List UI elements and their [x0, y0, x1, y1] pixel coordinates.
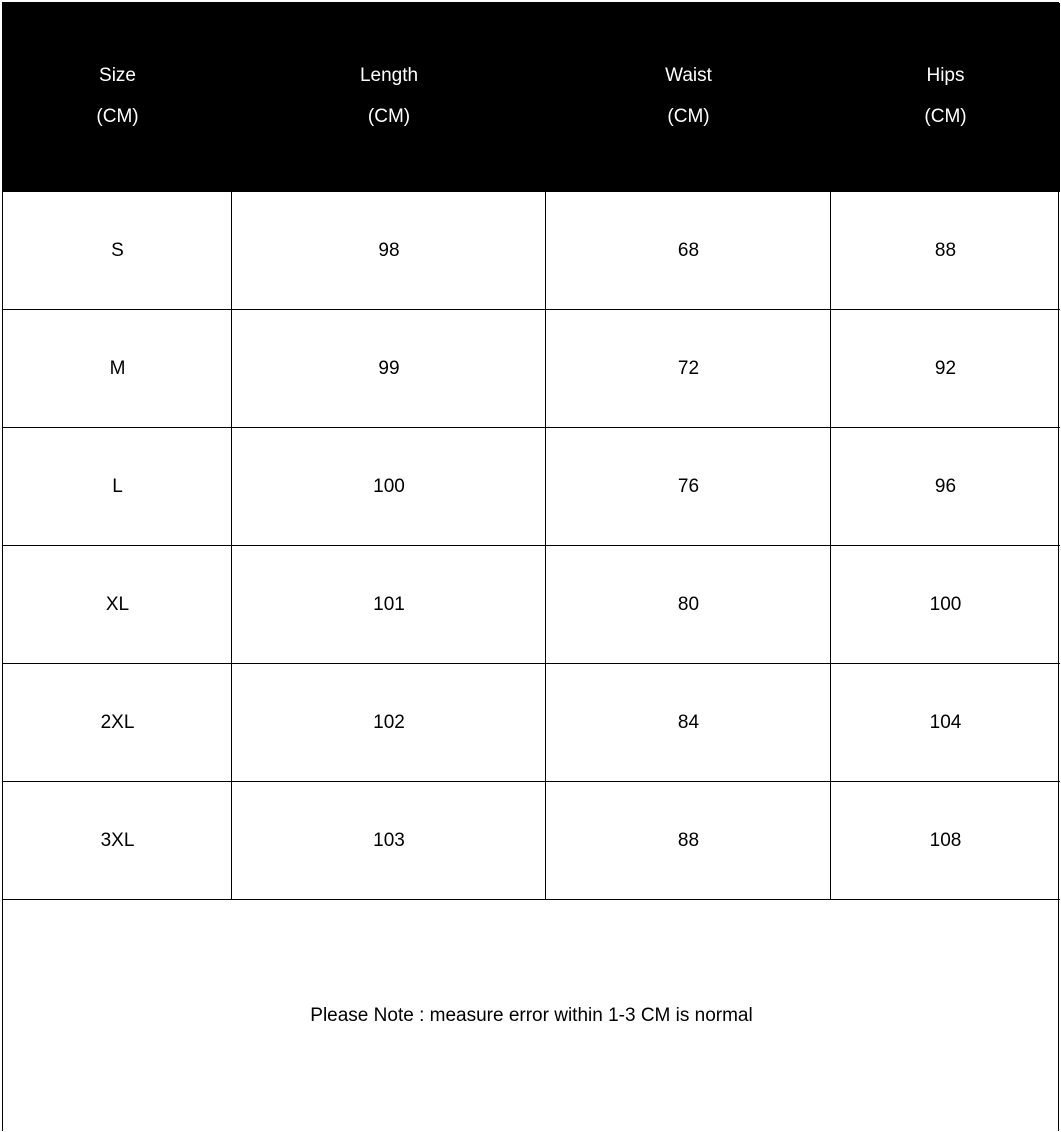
column-divider	[231, 192, 232, 899]
table-row	[3, 310, 1060, 428]
table-row	[3, 664, 1060, 782]
column-divider	[545, 192, 546, 899]
cell-size: S	[3, 192, 232, 310]
cell-size: 3XL	[3, 782, 232, 900]
header-unit: (CM)	[924, 106, 967, 127]
table-row	[3, 428, 1060, 546]
cell-size: 2XL	[3, 664, 232, 782]
header-cell-length	[232, 3, 546, 192]
cell-waist: 80	[546, 546, 831, 664]
cell-hips: 108	[831, 782, 1060, 900]
cell-hips: 100	[831, 546, 1060, 664]
cell-waist: 84	[546, 664, 831, 782]
header-cell-hips	[831, 3, 1060, 192]
cell-hips: 92	[831, 310, 1060, 428]
cell-waist: 72	[546, 310, 831, 428]
column-divider	[830, 192, 831, 899]
cell-length: 103	[232, 782, 546, 900]
header-label: Waist	[665, 65, 712, 86]
header-unit: (CM)	[96, 106, 139, 127]
size-chart	[2, 2, 1059, 1131]
cell-waist: 68	[546, 192, 831, 310]
header-unit: (CM)	[667, 106, 710, 127]
measurement-note: Please Note : measure error within 1-3 CM is normal	[310, 1005, 753, 1026]
cell-waist: 76	[546, 428, 831, 546]
cell-length: 102	[232, 664, 546, 782]
header-cell-size	[3, 3, 232, 192]
cell-length: 99	[232, 310, 546, 428]
table-row	[3, 782, 1060, 900]
cell-size: M	[3, 310, 232, 428]
cell-length: 101	[232, 546, 546, 664]
cell-hips: 96	[831, 428, 1060, 546]
header-label: Length	[359, 65, 419, 86]
cell-waist: 88	[546, 782, 831, 900]
cell-length: 98	[232, 192, 546, 310]
table-row	[3, 546, 1060, 664]
table-header	[3, 3, 1060, 192]
table-row	[3, 192, 1060, 310]
header-label: Size	[99, 65, 136, 86]
header-unit: (CM)	[367, 106, 411, 127]
cell-length: 100	[232, 428, 546, 546]
header-cell-waist	[546, 3, 831, 192]
cell-hips: 104	[831, 664, 1060, 782]
cell-size: XL	[3, 546, 232, 664]
header-label: Hips	[926, 65, 965, 86]
cell-size: L	[3, 428, 232, 546]
cell-hips: 88	[831, 192, 1060, 310]
